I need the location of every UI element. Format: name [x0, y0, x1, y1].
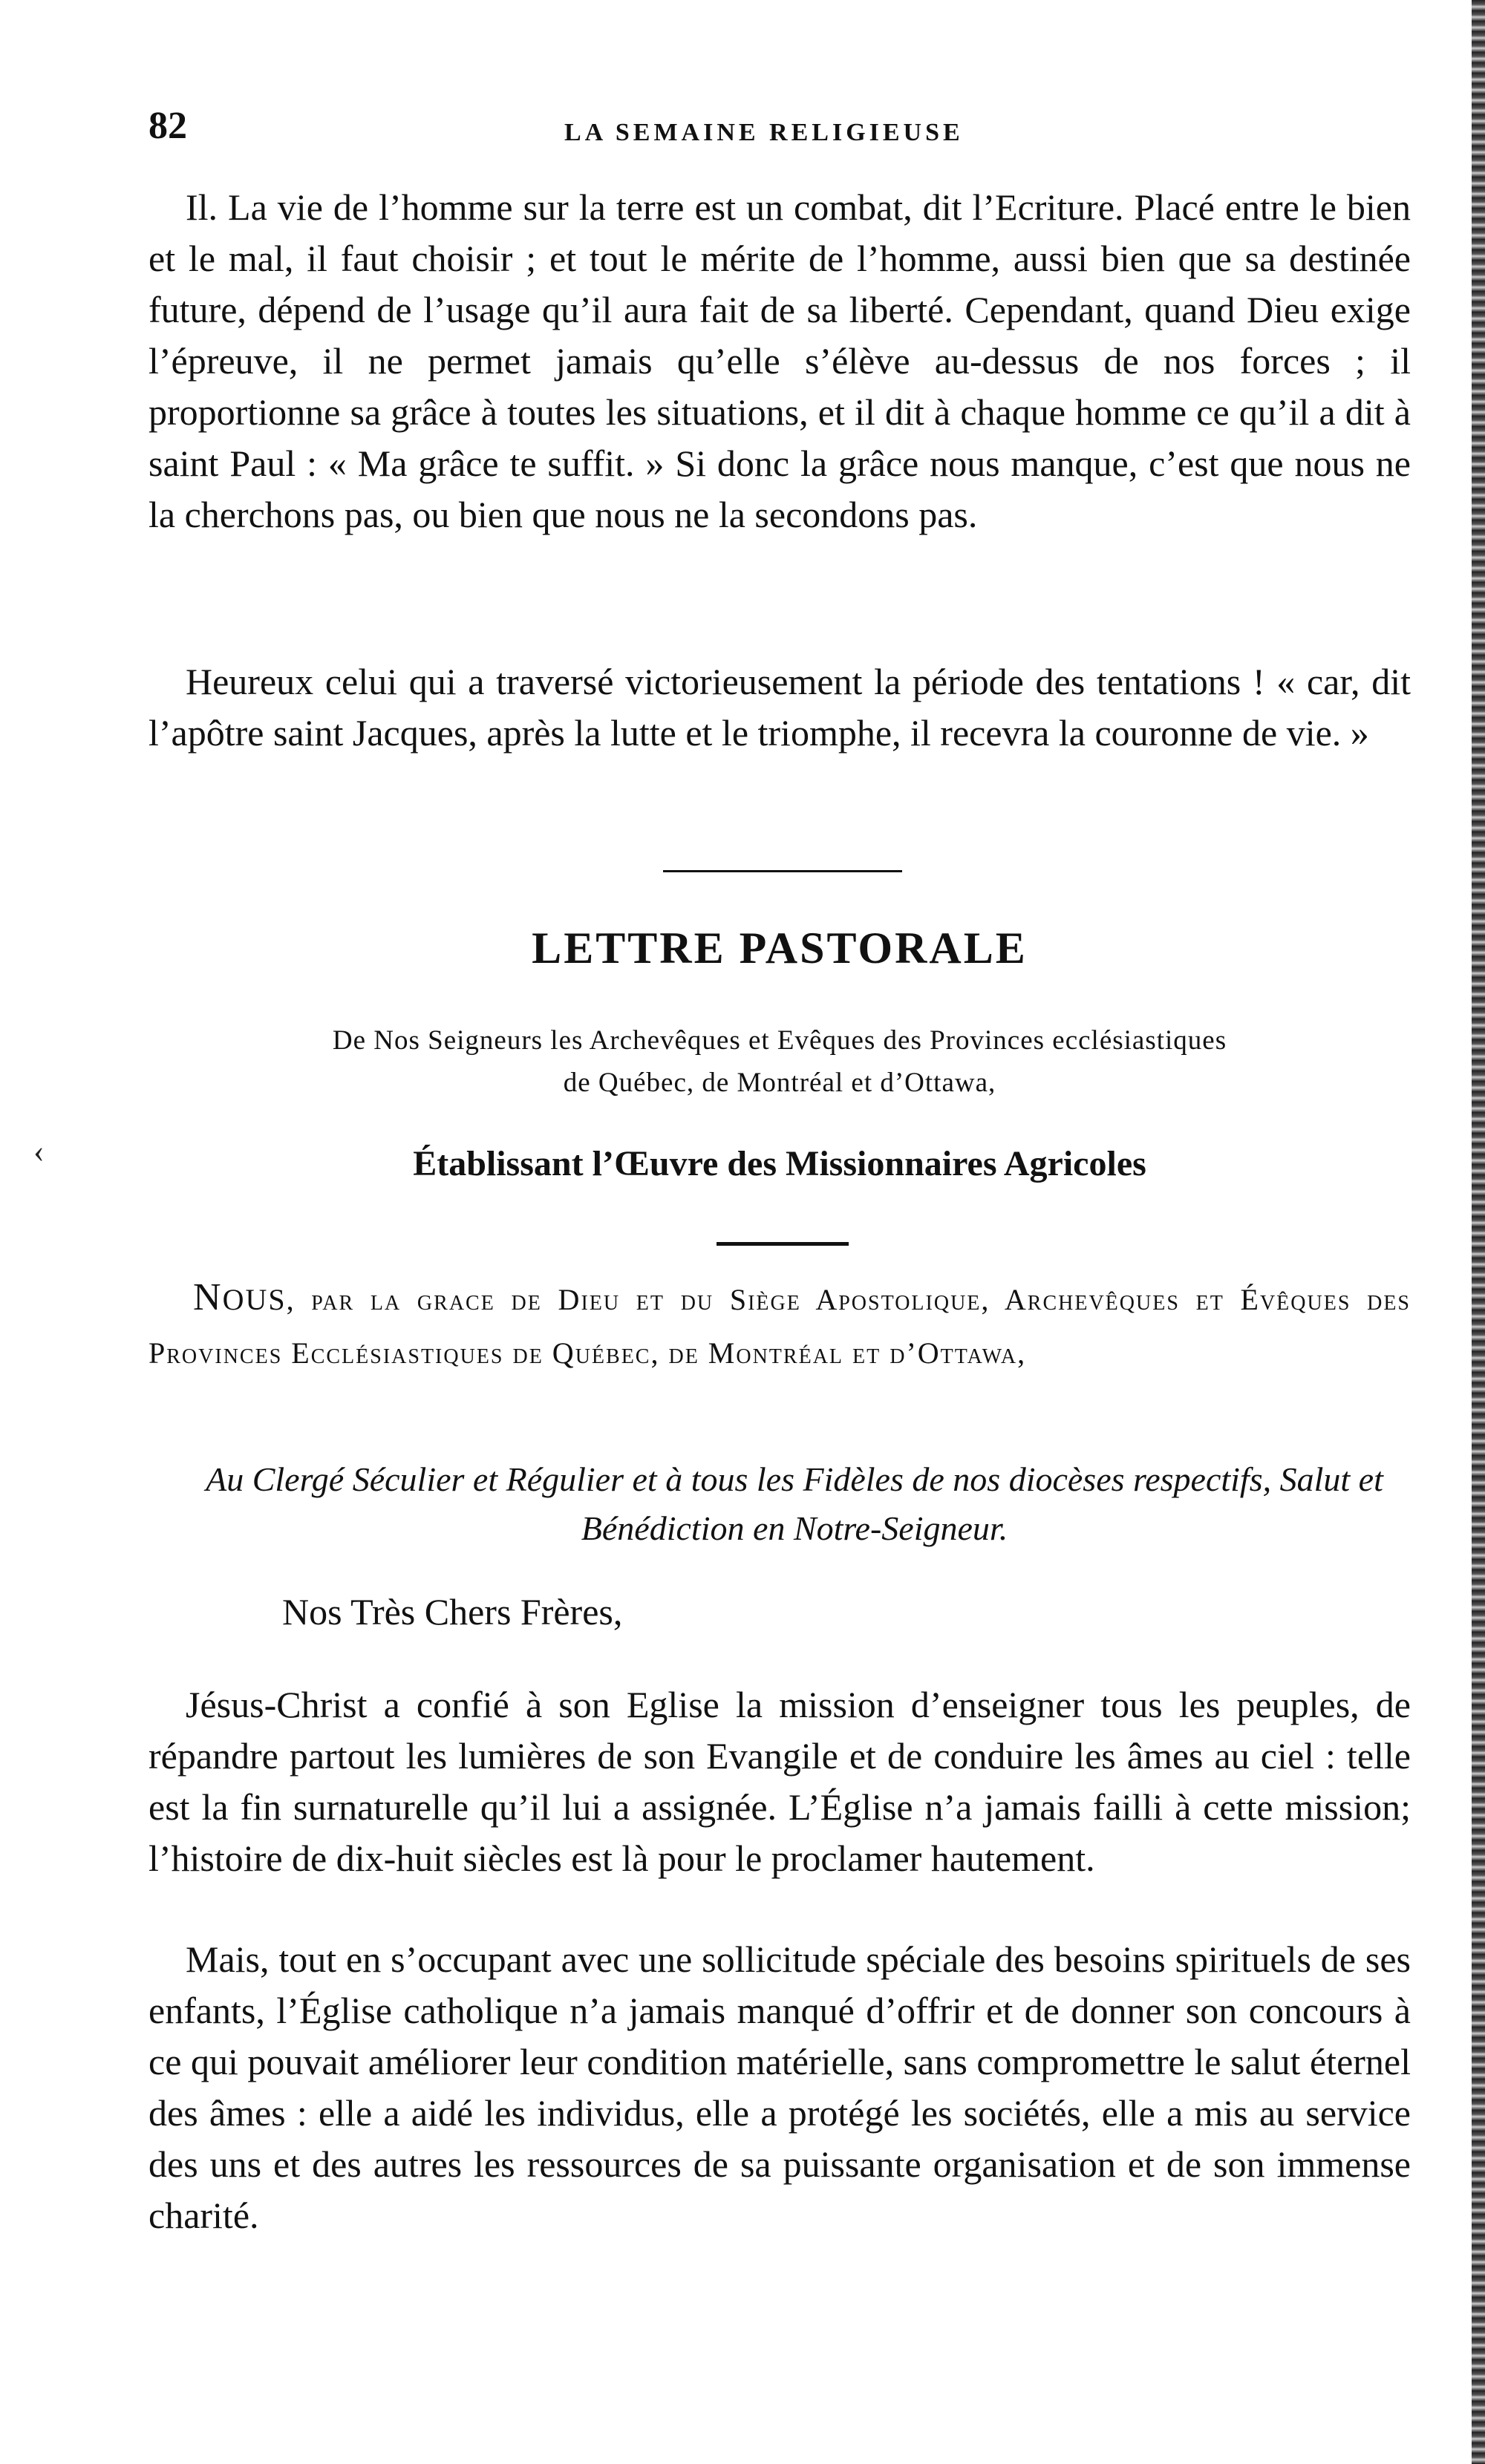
- page-number: 82: [148, 105, 187, 147]
- letter-address: Au Clergé Séculier et Régulier et à tous les Fidèles de nos diocèses respectifs, Salut et Bénédiction en Notre-Seigneur.: [206, 1460, 1383, 1547]
- letter-salutation: Nos Très Chers Frères,: [282, 1591, 623, 1633]
- page-header: [148, 104, 1411, 163]
- paragraph-mission: Jésus-Christ a confié à son Eglise la mission d’enseigner tous les peuples, de répandre partout les lumières de son Evangile et de conduire les âmes au ciel : telle est la fin surnaturelle qu’il lui a assignée. L’Église n’a jamais failli à cette mission; l’histoire de dix-huit siècles est là pour le proclamer hautement.: [148, 1684, 1411, 1879]
- paragraph-tentations: Heureux celui qui a traversé victorieusement la période des tentations ! « car, dit l’apôtre saint Jacques, après la lutte et le triomphe, il recevra la couronne de vie. »: [148, 661, 1411, 754]
- paragraph-sollicitude: Mais, tout en s’occupant avec une sollicitude spéciale des besoins spirituels de ses enfants, l’Église catholique n’a jamais manqué d’offrir et de donner son concours à ce qui pouvait améliorer leur condition matérielle, sans compromettre le salut éternel des âmes : elle a aidé les individus, elle a protégé les sociétés, elle a mis au service des uns et des autres les ressources de sa puissante organisation et de son immense charité.: [148, 1938, 1411, 2236]
- letter-title: LETTRE PASTORALE: [532, 924, 1028, 973]
- letter-subtitle-line: De Nos Seigneurs les Archevêques et Evêques des Provinces ecclésiastiques: [332, 1025, 1227, 1056]
- section-divider: [663, 870, 902, 872]
- letter-nous: NOUS, par la grace de Dieu et du Siège Apostolique, Archevêques et Évêques des Provinces Ecclésiastiques de Québec, de Montréal et d’Ottawa,: [148, 1276, 1411, 1370]
- margin-mark: ‹: [33, 1133, 45, 1169]
- letter-subtitle: [148, 1019, 1411, 1104]
- heading-divider: [717, 1242, 849, 1246]
- letter-heading: Établissant l’Œuvre des Missionnaires Agricoles: [413, 1144, 1146, 1183]
- paragraph-combat: Il. La vie de l’homme sur la terre est un combat, dit l’Ecriture. Placé entre le bien et le mal, il faut choisir ; et tout le mérite de l’homme, aussi bien que sa destinée future, dépend de l’usage qu’il aura fait de sa liberté. Cependant, quand Dieu exige l’épreuve, il ne permet jamais qu’elle s’élève au-dessus de nos forces ; il proportionne sa grâce à toutes les situations, et il dit à chaque homme ce qu’il a dit à saint Paul : « Ma grâce te suffit. » Si donc la grâce nous manque, c’est que nous ne la cherchons pas, ou bien que nous ne la secondons pas.: [148, 186, 1411, 535]
- letter-subtitle-line: de Québec, de Montréal et d’Ottawa,: [563, 1068, 996, 1098]
- running-head: LA SEMAINE RELIGIEUSE: [564, 119, 964, 146]
- page-edge-shadow: [1472, 0, 1485, 2464]
